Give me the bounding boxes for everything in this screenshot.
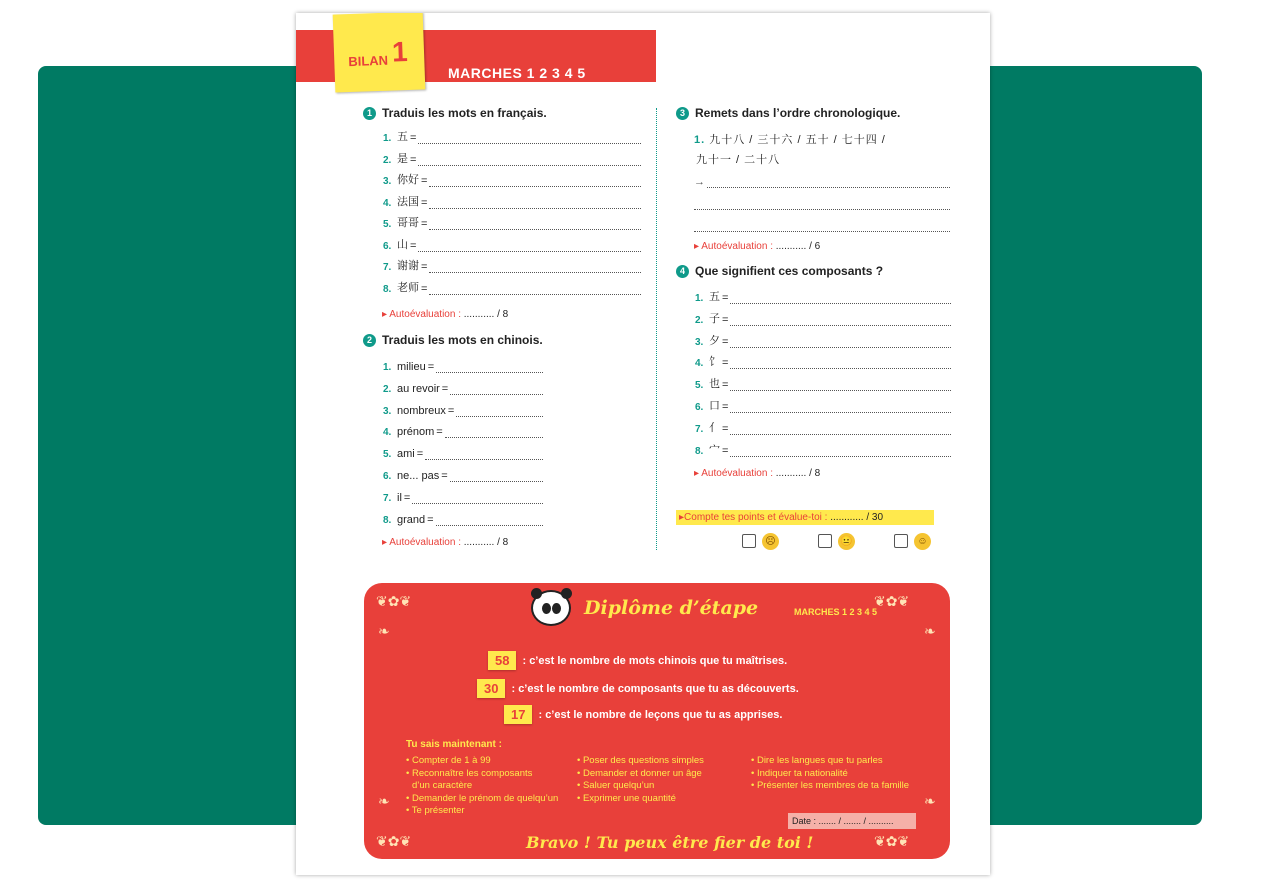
ex2-item-4[interactable]: 4. prénom = [383, 424, 543, 438]
ex3-title-text: Remets dans l’ordre chronologique. [695, 106, 901, 120]
checkbox-neutral[interactable] [818, 534, 832, 548]
ex2-title-text: Traduis les mots en chinois. [382, 333, 543, 347]
diploma-title: Diplôme d’étape [584, 597, 759, 619]
checkbox-sad[interactable] [742, 534, 756, 548]
ex2-number: 2 [363, 334, 376, 347]
ex3-sequence-line2: 九十一 / 二十八 [696, 154, 781, 166]
ex4-item-4[interactable]: 4. 饣 = [695, 355, 951, 369]
happy-face-icon: ☺ [914, 533, 931, 550]
ex2-item-8[interactable]: 8. grand = [383, 512, 543, 526]
marches-title: MARCHES 1 2 3 4 5 [448, 65, 586, 81]
date-field[interactable]: Date : ....... / ....... / .......... [788, 813, 916, 829]
bilan-tag [333, 13, 426, 93]
corner-ornament-top-left-icon: ❦✿❦ [376, 593, 412, 609]
ex1-item-7[interactable]: 7. 谢谢 = [383, 259, 641, 273]
ex2-autoevaluation: ▸ Autoévaluation : ........... / 8 [382, 537, 509, 548]
skills-col-3: • Dire les langues que tu parles • Indiquer ta nationalité • Présenter les membres de ta famille [751, 755, 910, 791]
bravo-message: Bravo ! Tu peux être fier de toi ! [526, 833, 814, 852]
sad-face-icon: ☹ [762, 533, 779, 550]
ex1-title [363, 106, 547, 120]
ex3-sequence-line1: 1. 九十八 / 三十六 / 五十 / 七十四 / [694, 134, 886, 146]
ex3-title [676, 106, 900, 120]
ex1-autoevaluation: ▸ Autoévaluation : ........... / 8 [382, 309, 509, 320]
ex2-title [363, 333, 543, 347]
ex1-item-6[interactable]: 6. 山 = [383, 238, 641, 252]
ex4-number: 4 [676, 265, 689, 278]
side-ornament-right-icon: ❧ [924, 623, 936, 639]
checkbox-happy[interactable] [894, 534, 908, 548]
stat-row-lessons: 17 : c’est le nombre de leçons que tu as apprises. [504, 705, 782, 724]
ex4-item-6[interactable]: 6. 口 = [695, 399, 951, 413]
ex1-item-8[interactable]: 8. 老师 = [383, 281, 641, 295]
skills-col-1: • Compter de 1 à 99 • Reconnaître les composants d’un caractère • Demander le prénom de quelqu’un • Te présenter [406, 755, 559, 816]
diploma-card [364, 583, 950, 859]
ex1-item-3[interactable]: 3. 你好 = [383, 173, 641, 187]
ex1-number: 1 [363, 107, 376, 120]
corner-ornament-bottom-right-icon: ❦✿❦ [874, 833, 910, 849]
ex2-item-6[interactable]: 6. ne... pas = [383, 468, 543, 482]
bilan-number: 1 [391, 36, 409, 68]
ex4-item-8[interactable]: 8. 宀 = [695, 443, 951, 457]
ex2-item-2[interactable]: 2. au revoir = [383, 381, 543, 395]
ex2-item-1[interactable]: 1. milieu = [383, 359, 543, 373]
know-title: Tu sais maintenant : [406, 739, 502, 750]
skills-col-2: • Poser des questions simples • Demander et donner un âge • Saluer quelqu’un • Exprimer une quantité [577, 755, 704, 804]
ex3-answer-line-3[interactable] [694, 218, 950, 232]
ex4-title-text: Que signifient ces composants ? [695, 264, 884, 278]
ex4-item-5[interactable]: 5. 也 = [695, 377, 951, 391]
bilan-label: BILAN [348, 52, 389, 70]
panda-icon [531, 590, 571, 626]
ex2-item-5[interactable]: 5. ami = [383, 446, 543, 460]
score-line: ▸Compte tes points et évalue-toi : ............ / 30 [676, 510, 934, 525]
column-divider [656, 108, 657, 550]
ex1-title-text: Traduis les mots en français. [382, 106, 547, 120]
ex2-item-7[interactable]: 7. il = [383, 490, 543, 504]
ex1-item-4[interactable]: 4. 法国 = [383, 195, 641, 209]
ex4-autoevaluation: ▸ Autoévaluation : ........... / 8 [694, 468, 821, 479]
ex3-answer-line-2[interactable] [694, 196, 950, 210]
ex4-item-7[interactable]: 7. 亻 = [695, 421, 951, 435]
ex4-item-1[interactable]: 1. 五 = [695, 290, 951, 304]
ex4-item-2[interactable]: 2. 子 = [695, 312, 951, 326]
diploma-marches: MARCHES 1 2 3 4 5 [794, 607, 878, 617]
corner-ornament-top-right-icon: ❦✿❦ [874, 593, 910, 609]
ex1-item-1[interactable]: 1. 五 = [383, 130, 641, 144]
ex4-item-3[interactable]: 3. 夕 = [695, 334, 951, 348]
stat-row-words: 58 : c’est le nombre de mots chinois que tu maîtrises. [488, 651, 787, 670]
side-ornament-left-icon: ❧ [378, 623, 390, 639]
worksheet-page [296, 13, 990, 875]
ex1-item-2[interactable]: 2. 是 = [383, 152, 641, 166]
side-ornament-left-bottom-icon: ❧ [378, 793, 390, 809]
ex2-item-3[interactable]: 3. nombreux = [383, 403, 543, 417]
ex3-answer-line-1[interactable]: → [694, 174, 950, 188]
ex1-item-5[interactable]: 5. 哥哥 = [383, 216, 641, 230]
neutral-face-icon: 😐 [838, 533, 855, 550]
stat-row-components: 30 : c’est le nombre de composants que tu as découverts. [477, 679, 799, 698]
ex3-autoevaluation: ▸ Autoévaluation : ........... / 6 [694, 241, 821, 252]
ex4-title [676, 264, 883, 278]
corner-ornament-bottom-left-icon: ❦✿❦ [376, 833, 412, 849]
ex3-number: 3 [676, 107, 689, 120]
side-ornament-right-bottom-icon: ❧ [924, 793, 936, 809]
